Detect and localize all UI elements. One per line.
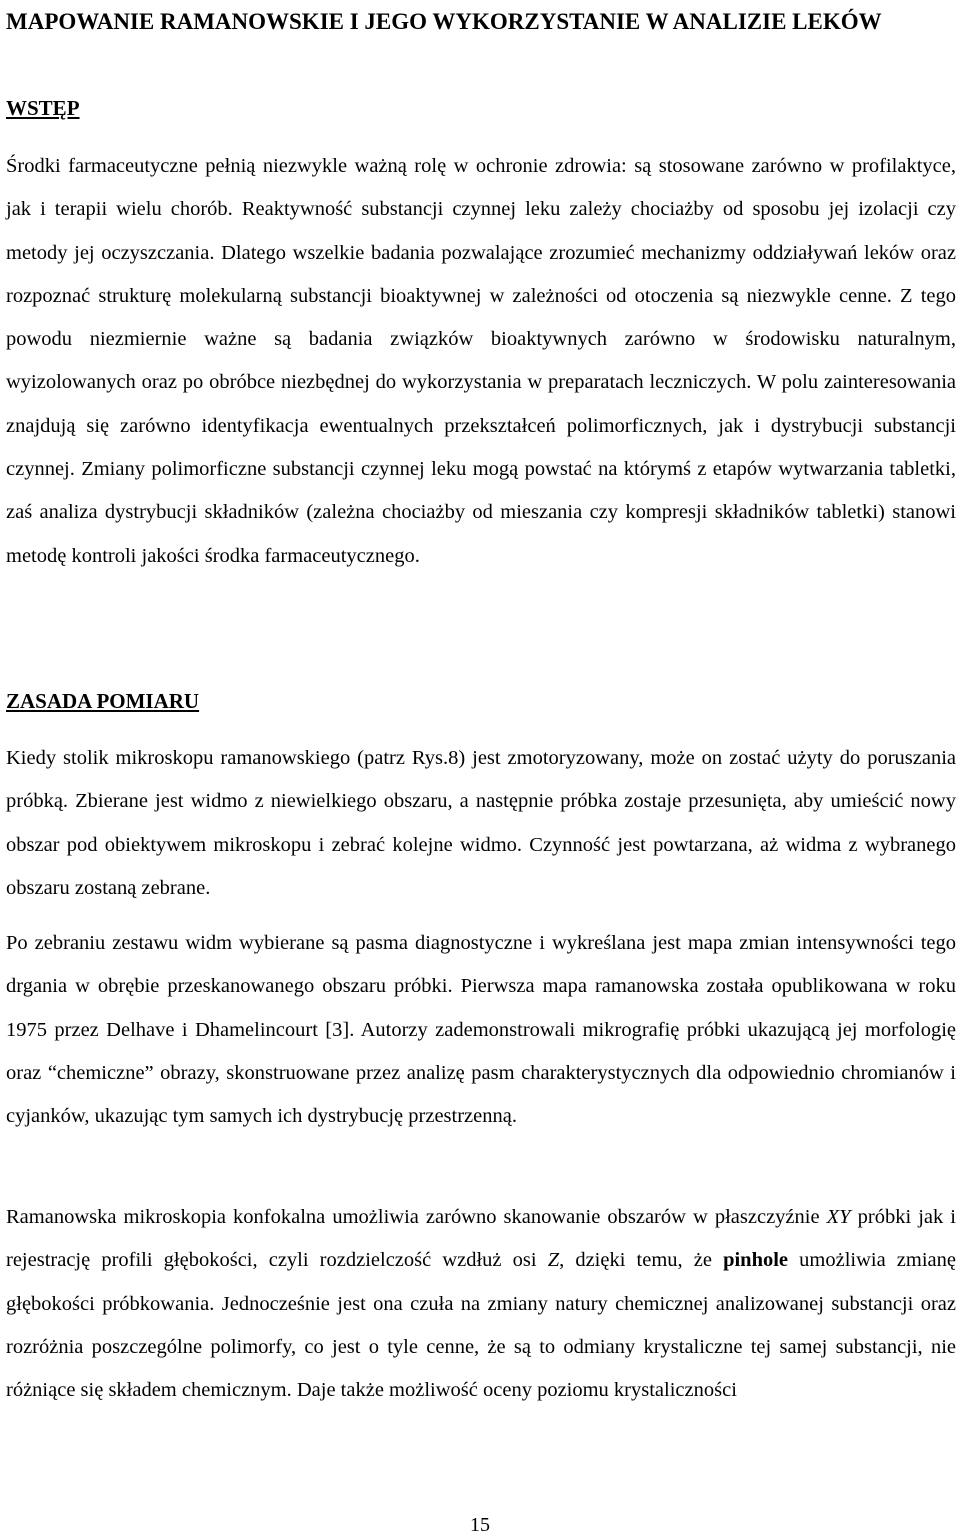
paragraph-text: umożliwia zmianę głębokości próbkowania. Jednocześnie jest ona czuła na zmiany natury chemicznej analizowanej substancji oraz rozróżnia poszczególne polimorfy, co jest o tyle cenne, że są to odmiany krystaliczne tej samej substancji, nie różniące się składem chemicznym. Daje także możliwość oceny poziomu krystaliczności: [6, 1249, 956, 1402]
paragraph-text: Ramanowska mikroskopia konfokalna umożliwia zarówno skanowanie obszarów w płaszczyźnie: [6, 1206, 827, 1228]
paragraph-measurement-3: [6, 1196, 956, 1412]
paragraph-measurement-2: Po zebraniu zestawu widm wybierane są pasma diagnostyczne i wykreślana jest mapa zmian intensywności tego drgania w obrębie przeskanowanego obszaru próbki. Pierwsza mapa ramanowska została opublikowana w roku 1975 przez Delhave i Dhamelincourt [3]. Autorzy zademonstrowali mikrografię próbki ukazującą jej morfologię oraz “chemiczne” obrazy, skonstruowane przez analizę pasm charakterystycznych dla odpowiednio chromianów i cyjanków, ukazując tym samych ich dystrybucję przestrzenną.: [6, 932, 956, 1128]
bold-pinhole: pinhole: [723, 1249, 789, 1272]
paragraph-measurement-1: Kiedy stolik mikroskopu ramanowskiego (patrz Rys.8) jest zmotoryzowany, może on zostać użyty do poruszania próbką. Zbierane jest widmo z niewielkiego obszaru, a następnie próbka zostaje przesunięta, aby umieścić nowy obszar pod obiektywem mikroskopu i zebrać kolejne widmo. Czynność jest powtarzana, aż widma z wybranego obszaru zostaną zebrane.: [6, 747, 956, 899]
section-heading-wstep: WSTĘP: [6, 96, 80, 120]
paragraph-text: próbki jak i rejestrację profili głębokości, czyli rozdzielczość wzdłuż osi: [6, 1206, 956, 1272]
italic-z: Z: [547, 1249, 560, 1272]
paragraph-intro: Środki farmaceutyczne pełnią niezwykle ważną rolę w ochronie zdrowia: są stosowane zarówno w profilaktyce, jak i terapii wielu chorób. Reaktywność substancji czynnej leku zależy chociażby od sposobu jej izolacji czy metody jej oczyszczania. Dlatego wszelkie badania pozwalające zrozumieć mechanizmy oddziaływań leków oraz rozpoznać strukturę molekularną substancji bioaktywnej w zależności od otoczenia są niezwykle cenne. Z tego powodu niezmiernie ważne są badania związków bioaktywnych zarówno w środowisku naturalnym, wyizolowanych oraz po obróbce niezbędnej do wykorzystania w preparatach leczniczych. W polu zainteresowania znajdują się zarówno identyfikacja ewentualnych przekształceń polimorficznych, jak i dystrybucji substancji czynnej. Zmiany polimorficzne substancji czynnej leku mogą powstać na którymś z etapów wytwarzania tabletki, zaś analiza dystrybucji składników (zależna chociażby od mieszania czy kompresji składników tabletki) stanowi metodę kontroli jakości środka farmaceutycznego.: [6, 155, 956, 567]
italic-xy: XY: [826, 1206, 851, 1228]
paragraph-text: , dzięki temu, że: [559, 1249, 724, 1272]
document-title: MAPOWANIE RAMANOWSKIE I JEGO WYKORZYSTANIE W ANALIZIE LEKÓW: [6, 9, 882, 34]
section-heading-zasada-pomiaru: ZASADA POMIARU: [6, 689, 200, 713]
page-number: 15: [470, 1514, 490, 1536]
